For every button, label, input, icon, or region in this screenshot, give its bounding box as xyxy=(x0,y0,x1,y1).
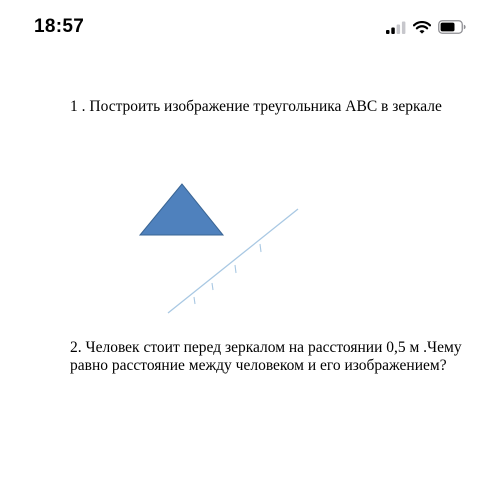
mirror-hatch-mark xyxy=(212,283,213,290)
mirror-hatch-mark xyxy=(235,265,236,273)
mirror-hatching xyxy=(194,244,261,304)
mirror-hatch-mark xyxy=(260,244,261,252)
status-time: 18:57 xyxy=(34,16,85,37)
task-1-text: 1 . Построить изображение треугольника ABC в зеркале xyxy=(70,98,442,115)
task-2-line-1: 2. Человек стоит перед зеркалом на расстоянии 0,5 м .Чему xyxy=(70,339,462,356)
task-2-text xyxy=(70,339,462,375)
task-2-line-2: равно расстояние между человеком и его изображением? xyxy=(70,357,447,374)
triangle-abc xyxy=(140,184,223,235)
mirror-hatch-mark xyxy=(194,297,195,304)
